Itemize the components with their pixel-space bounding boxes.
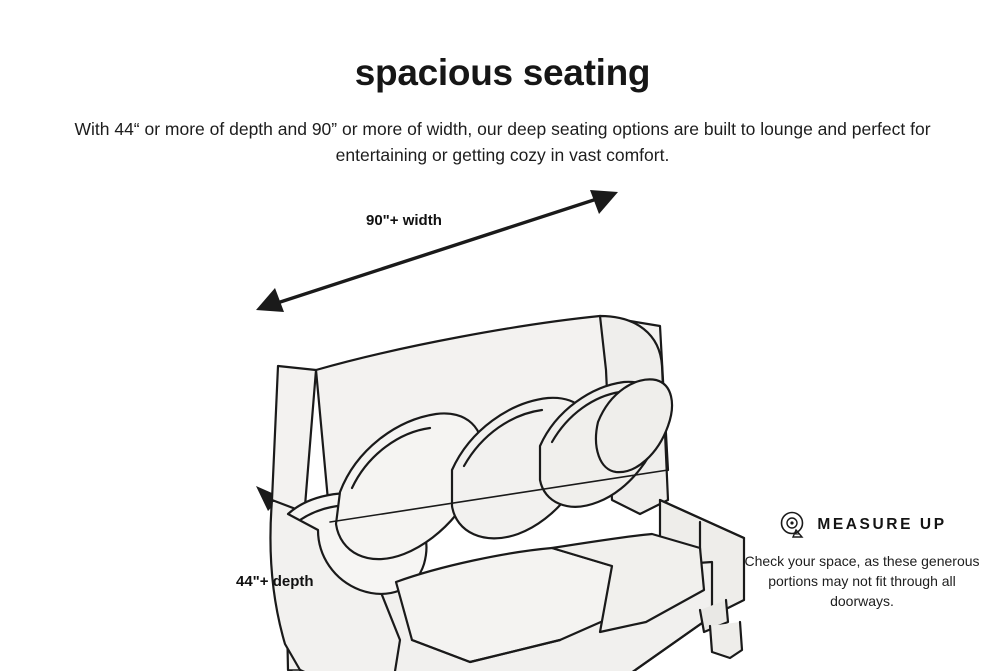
- tape-measure-icon: [777, 510, 807, 540]
- measure-up-header: [742, 510, 982, 540]
- measure-up-body: Check your space, as these generous portions may not fit through all doorways.: [744, 553, 980, 609]
- depth-label: 44"+ depth: [236, 573, 314, 590]
- sofa-diagram: [0, 170, 1005, 671]
- measure-up-block: [742, 510, 982, 611]
- width-label: 90"+ width: [366, 212, 442, 229]
- page-title: spacious seating: [354, 52, 651, 93]
- measure-up-title: MEASURE UP: [817, 516, 947, 533]
- page-subcopy: With 44“ or more of depth and 90” or more of width, our deep seating options are built to lounge and perfect for entertaining or getting cozy in vast comfort.: [74, 119, 931, 165]
- width-arrow: [256, 190, 618, 312]
